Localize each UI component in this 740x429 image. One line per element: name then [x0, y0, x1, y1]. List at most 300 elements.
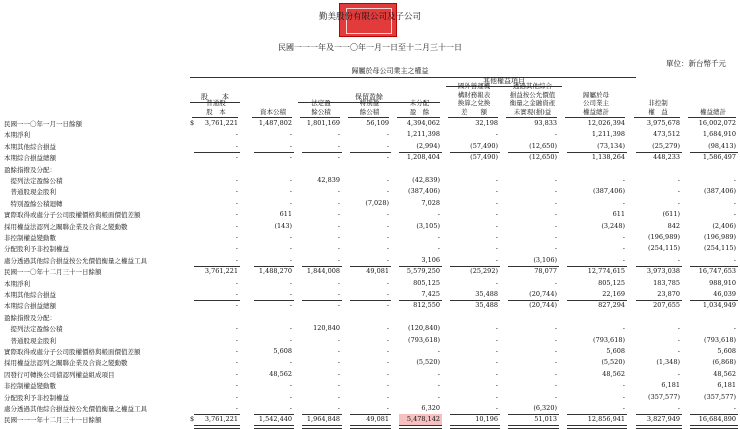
- total-double-rule: [508, 425, 559, 429]
- table-cell: 16,002,072: [698, 119, 736, 127]
- table-row: [0, 278, 740, 289]
- table-cell: -: [386, 210, 389, 219]
- table-cell: 35,488: [475, 301, 498, 310]
- table-cell: (196,989): [704, 233, 736, 241]
- table-cell: (793,618): [408, 335, 440, 344]
- table-cell: (143): [274, 221, 292, 230]
- table-cell: -: [386, 358, 389, 367]
- table-cell: 6,181: [717, 381, 736, 390]
- table-row: [0, 232, 740, 243]
- table-cell: -: [554, 381, 557, 390]
- row-label: 特別盈餘公積迴轉: [4, 199, 63, 208]
- table-cell: -: [235, 381, 238, 390]
- total-double-rule: [302, 425, 342, 429]
- table-row: [0, 198, 740, 209]
- table-cell: 49,081: [366, 267, 389, 276]
- table-cell: 16,747,653: [698, 267, 736, 276]
- column-header-label: 特別盈: [359, 99, 380, 107]
- table-cell: 23,870: [657, 290, 680, 298]
- table-cell: -: [289, 301, 292, 310]
- table-cell: 7,425: [421, 290, 440, 298]
- table-cell: -: [386, 221, 389, 230]
- table-cell: -: [337, 381, 340, 390]
- table-cell: -: [677, 324, 680, 333]
- table-cell: 120,840: [313, 324, 340, 333]
- table-cell: -: [337, 404, 340, 412]
- table-cell: -: [386, 301, 389, 310]
- total-double-rule: [399, 425, 442, 429]
- table-cell: -: [386, 290, 389, 298]
- table-cell: (42,839): [412, 176, 440, 184]
- table-cell: -: [235, 141, 238, 150]
- table-row: [0, 357, 740, 368]
- total-double-rule: [194, 425, 240, 429]
- table-cell: -: [386, 153, 389, 162]
- column-header-label: 盈 餘: [409, 107, 430, 116]
- table-cell: (6,320): [533, 404, 557, 412]
- table-cell: (25,279): [652, 141, 680, 150]
- table-cell: -: [554, 198, 557, 207]
- column-header-label: 非控制: [648, 99, 668, 107]
- table-cell: -: [554, 221, 557, 230]
- table-cell: (5,520): [416, 358, 440, 367]
- table-cell: -: [677, 335, 680, 344]
- table-row: [0, 312, 740, 323]
- total-double-rule: [450, 425, 500, 429]
- table-cell: (357,577): [648, 392, 680, 401]
- table-cell: 1,487,802: [258, 119, 292, 127]
- table-cell: -: [235, 358, 238, 367]
- table-cell: -: [337, 369, 340, 378]
- table-cell: -: [235, 244, 238, 253]
- table-cell: (6,868): [712, 358, 736, 367]
- header-group-retained: 保留盈餘: [355, 93, 383, 101]
- table-cell: -: [235, 221, 238, 230]
- table-row: [0, 164, 740, 175]
- table-cell: 6,181: [661, 381, 680, 390]
- table-cell: -: [622, 244, 625, 253]
- table-cell: -: [337, 255, 340, 264]
- table-cell: -: [289, 404, 292, 412]
- table-cell: -: [289, 187, 292, 196]
- table-cell: -: [495, 176, 498, 184]
- table-cell: -: [337, 210, 340, 219]
- table-cell: (254,115): [648, 244, 680, 253]
- row-label: 本期其他綜合損益: [4, 291, 56, 299]
- table-cell: -: [289, 141, 292, 150]
- table-cell: -: [235, 290, 238, 298]
- row-label: 非控制權益變動數: [4, 234, 56, 242]
- table-cell: -: [386, 176, 389, 184]
- table-cell: -: [495, 324, 498, 333]
- table-cell: -: [235, 187, 238, 196]
- total-double-rule: [350, 425, 391, 429]
- table-cell: -: [554, 130, 557, 139]
- table-cell: -: [386, 347, 389, 355]
- table-cell: -: [733, 176, 736, 184]
- table-cell: -: [235, 335, 238, 344]
- table-cell: -: [386, 244, 389, 253]
- table-cell: (7,028): [365, 198, 389, 207]
- table-cell: 1,844,008: [306, 267, 340, 276]
- table-cell: (3,105): [416, 221, 440, 230]
- total-double-rule: [636, 425, 682, 429]
- table-cell: -: [495, 392, 498, 401]
- table-cell: -: [289, 278, 292, 287]
- table-cell: -: [554, 187, 557, 196]
- table-cell: (196,989): [648, 233, 680, 241]
- table-cell: 5,579,250: [406, 267, 440, 276]
- column-header-label: 未實現(損)益: [513, 107, 552, 116]
- currency-symbol: $: [190, 119, 195, 127]
- column-header-label: 權益總計: [700, 107, 726, 116]
- table-cell: 1,034,949: [702, 301, 736, 310]
- table-cell: 1,964,848: [306, 415, 340, 424]
- row-label: 民國一一一年十二月三十一日餘額: [4, 416, 102, 425]
- table-row: [0, 209, 740, 220]
- table-cell: -: [495, 335, 498, 344]
- row-label: 盈餘指撥及分配：: [4, 165, 56, 174]
- table-cell: 32,198: [475, 119, 498, 127]
- column-header-label: 權 益: [648, 107, 668, 116]
- table-cell: -: [386, 187, 389, 196]
- table-cell: -: [495, 347, 498, 355]
- table-cell: 3,975,678: [646, 119, 680, 127]
- table-cell: 207,655: [653, 301, 680, 310]
- header-group-main: 歸屬於母公司業主之權益: [351, 67, 429, 75]
- table-cell: -: [622, 198, 625, 207]
- table-cell: -: [337, 153, 340, 162]
- table-cell: -: [235, 210, 238, 219]
- table-cell: -: [622, 381, 625, 390]
- table-cell: -: [289, 244, 292, 253]
- column-header-label: 法定盈: [311, 99, 331, 107]
- table-cell: (120,840): [408, 324, 440, 333]
- column-header-label: 差 額: [461, 107, 487, 116]
- table-cell: 5,478,142: [406, 415, 440, 424]
- table-cell: -: [235, 153, 238, 162]
- table-cell: 12,026,394: [587, 119, 625, 127]
- table-cell: -: [437, 381, 440, 390]
- table-cell: 1,542,440: [258, 415, 292, 424]
- total-double-rule: [690, 425, 738, 429]
- table-cell: -: [495, 130, 498, 139]
- table-cell: 1,211,398: [591, 130, 625, 139]
- table-cell: 1,208,404: [406, 153, 440, 162]
- row-label: 本期其他綜合損益: [4, 142, 56, 151]
- row-label: 普通股現金股利: [4, 336, 56, 345]
- table-cell: 611: [279, 210, 292, 219]
- row-label: 分配股利予非控制權益: [4, 245, 69, 254]
- table-cell: -: [554, 278, 557, 287]
- table-cell: -: [235, 130, 238, 139]
- table-row: [0, 243, 740, 254]
- table-cell: 1,586,497: [702, 153, 736, 162]
- table-cell: -: [337, 141, 340, 150]
- row-label: 採用權益法認列之關聯企業及合資之變動數: [4, 222, 128, 231]
- table-cell: -: [554, 358, 557, 367]
- table-cell: -: [289, 290, 292, 298]
- table-row: [0, 186, 740, 197]
- table-cell: -: [437, 210, 440, 219]
- table-cell: (2,406): [712, 221, 736, 230]
- table-cell: -: [289, 130, 292, 139]
- table-cell: -: [337, 278, 340, 287]
- table-row: [0, 129, 740, 140]
- table-cell: -: [386, 335, 389, 344]
- table-cell: 473,512: [653, 130, 680, 139]
- table-cell: 42,839: [317, 176, 340, 184]
- table-cell: 4,394,062: [406, 119, 440, 127]
- table-cell: -: [495, 278, 498, 287]
- table-cell: 16,684,890: [698, 415, 736, 424]
- column-header-label: 權益總計: [583, 107, 609, 116]
- table-cell: -: [337, 392, 340, 401]
- table-row: [0, 323, 740, 334]
- table-cell: -: [289, 255, 292, 264]
- table-row: [0, 266, 740, 277]
- table-cell: -: [437, 233, 440, 241]
- table-cell: -: [733, 255, 736, 264]
- column-header-label: 餘公積: [359, 107, 380, 116]
- column-header-label: 損益按公允價值: [509, 90, 556, 99]
- table-cell: -: [337, 335, 340, 344]
- table-cell: -: [289, 335, 292, 344]
- table-cell: -: [235, 324, 238, 333]
- table-cell: (1,348): [656, 358, 680, 367]
- table-cell: -: [554, 176, 557, 184]
- column-header-label: 公司業主: [583, 99, 609, 107]
- table-cell: (5,520): [601, 358, 625, 367]
- table-cell: -: [235, 278, 238, 287]
- table-cell: 3,973,038: [646, 267, 680, 276]
- row-label: 本期綜合損益總額: [4, 154, 56, 163]
- table-cell: (73,134): [597, 141, 625, 150]
- row-label: 實際取得或處分子公司股權價格與帳面價值差額: [4, 211, 141, 220]
- table-cell: 12,774,615: [587, 267, 625, 276]
- table-cell: 1,488,270: [258, 267, 292, 276]
- table-cell: -: [386, 392, 389, 401]
- row-label: 非控制權益變動數: [4, 382, 56, 391]
- table-cell: -: [289, 233, 292, 241]
- statement-period: 民國一一一年及一一〇年一月一日至十二月三十一日: [278, 43, 462, 52]
- table-cell: -: [437, 347, 440, 355]
- table-cell: -: [437, 244, 440, 253]
- table-cell: -: [677, 404, 680, 412]
- table-cell: 5,608: [273, 347, 292, 355]
- table-cell: 35,488: [475, 290, 498, 298]
- table-cell: 56,109: [366, 119, 389, 127]
- currency-unit: 單位：新台幣千元: [666, 59, 726, 68]
- table-cell: -: [495, 210, 498, 219]
- table-cell: -: [235, 176, 238, 184]
- table-cell: -: [235, 392, 238, 401]
- table-cell: -: [386, 369, 389, 378]
- table-cell: -: [337, 244, 340, 253]
- table-cell: (254,115): [704, 244, 736, 253]
- table-cell: 48,562: [269, 369, 292, 378]
- table-cell: -: [677, 347, 680, 355]
- table-row: [0, 141, 740, 152]
- table-cell: 805,125: [413, 278, 440, 287]
- column-header-label: 歸屬於母: [583, 90, 609, 99]
- table-cell: -: [495, 244, 498, 253]
- table-cell: -: [622, 404, 625, 412]
- table-row: [0, 152, 740, 163]
- table-cell: -: [289, 392, 292, 401]
- table-cell: -: [554, 347, 557, 355]
- table-cell: -: [235, 255, 238, 264]
- table-cell: -: [733, 198, 736, 207]
- table-cell: 12,856,941: [587, 415, 625, 424]
- column-header-label: 普通股: [206, 99, 226, 107]
- column-header-label: 未分配: [409, 99, 430, 107]
- table-cell: -: [235, 404, 238, 412]
- table-cell: -: [622, 176, 625, 184]
- table-cell: -: [386, 278, 389, 287]
- table-cell: -: [289, 176, 292, 184]
- table-cell: 988,910: [709, 278, 736, 287]
- table-cell: -: [289, 358, 292, 367]
- column-header-label: 國外營運機: [457, 82, 491, 90]
- table-cell: 48,562: [713, 369, 736, 378]
- table-cell: 812,550: [413, 301, 440, 310]
- table-cell: (57,490): [470, 153, 498, 162]
- row-label: 本期綜合損益總額: [4, 302, 56, 311]
- table-cell: (12,650): [529, 153, 557, 162]
- table-cell: 3,761,221: [204, 119, 238, 127]
- column-header-label: 透過其他綜合: [513, 82, 552, 90]
- table-cell: (611): [662, 210, 680, 219]
- table-cell: -: [554, 210, 557, 219]
- table-cell: -: [495, 198, 498, 207]
- table-cell: -: [289, 324, 292, 333]
- table-cell: -: [386, 233, 389, 241]
- table-row: [0, 335, 740, 346]
- table-cell: -: [495, 255, 498, 264]
- row-label: 採用權益法認列之關聯企業及合資之變動數: [4, 359, 128, 368]
- table-cell: (57,490): [470, 141, 498, 150]
- table-cell: -: [386, 255, 389, 264]
- table-cell: -: [554, 244, 557, 253]
- table-cell: (387,406): [408, 187, 440, 196]
- table-row: [0, 392, 740, 403]
- column-header-label: 構財務報表: [457, 90, 491, 99]
- table-cell: -: [677, 369, 680, 378]
- table-cell: -: [495, 358, 498, 367]
- table-cell: 7,028: [421, 198, 440, 207]
- table-cell: -: [554, 324, 557, 333]
- table-cell: -: [337, 301, 340, 310]
- table-cell: -: [495, 381, 498, 390]
- table-row: [0, 300, 740, 311]
- table-cell: -: [733, 404, 736, 412]
- table-cell: -: [337, 347, 340, 355]
- table-cell: -: [386, 141, 389, 150]
- table-cell: 48,562: [602, 369, 625, 378]
- table-cell: -: [337, 130, 340, 139]
- table-cell: 805,125: [598, 278, 625, 287]
- table-row: [0, 118, 740, 129]
- table-cell: (3,248): [601, 221, 625, 230]
- table-cell: -: [733, 324, 736, 333]
- currency-symbol: $: [190, 415, 195, 424]
- table-cell: -: [386, 404, 389, 412]
- table-cell: 1,684,910: [702, 130, 736, 139]
- table-cell: -: [235, 301, 238, 310]
- table-cell: (387,406): [704, 187, 736, 196]
- table-row: [0, 346, 740, 357]
- table-cell: -: [386, 381, 389, 390]
- table-cell: (25,292): [470, 267, 498, 276]
- table-cell: 448,233: [653, 153, 680, 162]
- table-cell: 1,138,264: [591, 153, 625, 162]
- table-cell: -: [386, 324, 389, 333]
- table-cell: -: [337, 358, 340, 367]
- table-cell: 49,081: [366, 415, 389, 424]
- table-cell: 93,833: [534, 119, 557, 127]
- row-label: 分配股利予非控制權益: [4, 393, 69, 402]
- table-cell: -: [554, 335, 557, 344]
- table-cell: -: [733, 210, 736, 219]
- row-label: 處分透過其他綜合損益按公允價值衡量之權益工具: [4, 256, 147, 265]
- table-cell: (387,406): [593, 187, 625, 196]
- table-cell: 10,196: [475, 415, 498, 424]
- company-name: 勤美股份有限公司及子公司: [318, 12, 421, 22]
- table-cell: 1,801,169: [306, 119, 340, 127]
- table-cell: -: [495, 221, 498, 230]
- column-header-label: 股 本: [206, 107, 226, 116]
- table-cell: (12,650): [529, 141, 557, 150]
- table-cell: 3,761,221: [204, 267, 238, 276]
- table-cell: -: [677, 176, 680, 184]
- table-row: [0, 175, 740, 186]
- table-cell: 611: [612, 210, 625, 219]
- table-cell: (357,577): [704, 392, 736, 401]
- table-row: [0, 369, 740, 380]
- table-cell: -: [235, 233, 238, 241]
- table-cell: -: [495, 233, 498, 241]
- table-cell: -: [554, 392, 557, 401]
- table-cell: 842: [667, 221, 680, 230]
- table-cell: (20,744): [529, 301, 557, 310]
- row-label: 因發行可轉換公司債認列權益組成項目: [4, 370, 115, 379]
- table-cell: -: [235, 198, 238, 207]
- table-cell: -: [622, 255, 625, 264]
- table-cell: -: [622, 233, 625, 241]
- row-label: 提列法定盈餘公積: [4, 177, 63, 185]
- table-cell: 22,169: [602, 290, 625, 298]
- table-cell: 1,211,398: [406, 130, 440, 139]
- table-cell: -: [554, 369, 557, 378]
- table-cell: -: [337, 187, 340, 196]
- table-cell: 5,608: [717, 347, 736, 355]
- row-label: 提列法定盈餘公積: [4, 325, 63, 334]
- table-cell: -: [437, 392, 440, 401]
- table-cell: -: [622, 392, 625, 401]
- row-label: 實際取得或處分子公司股權價格與帳面價值差額: [4, 348, 141, 356]
- table-cell: 3,761,221: [204, 415, 238, 424]
- table-cell: 46,039: [713, 290, 736, 298]
- table-cell: -: [495, 187, 498, 196]
- table-cell: -: [554, 233, 557, 241]
- table-cell: -: [622, 324, 625, 333]
- table-cell: -: [235, 369, 238, 378]
- column-header-label: 餘公積: [311, 107, 331, 116]
- table-cell: (3,106): [533, 255, 557, 264]
- total-double-rule: [254, 425, 294, 429]
- row-label: 盈餘指撥及分配：: [4, 313, 56, 322]
